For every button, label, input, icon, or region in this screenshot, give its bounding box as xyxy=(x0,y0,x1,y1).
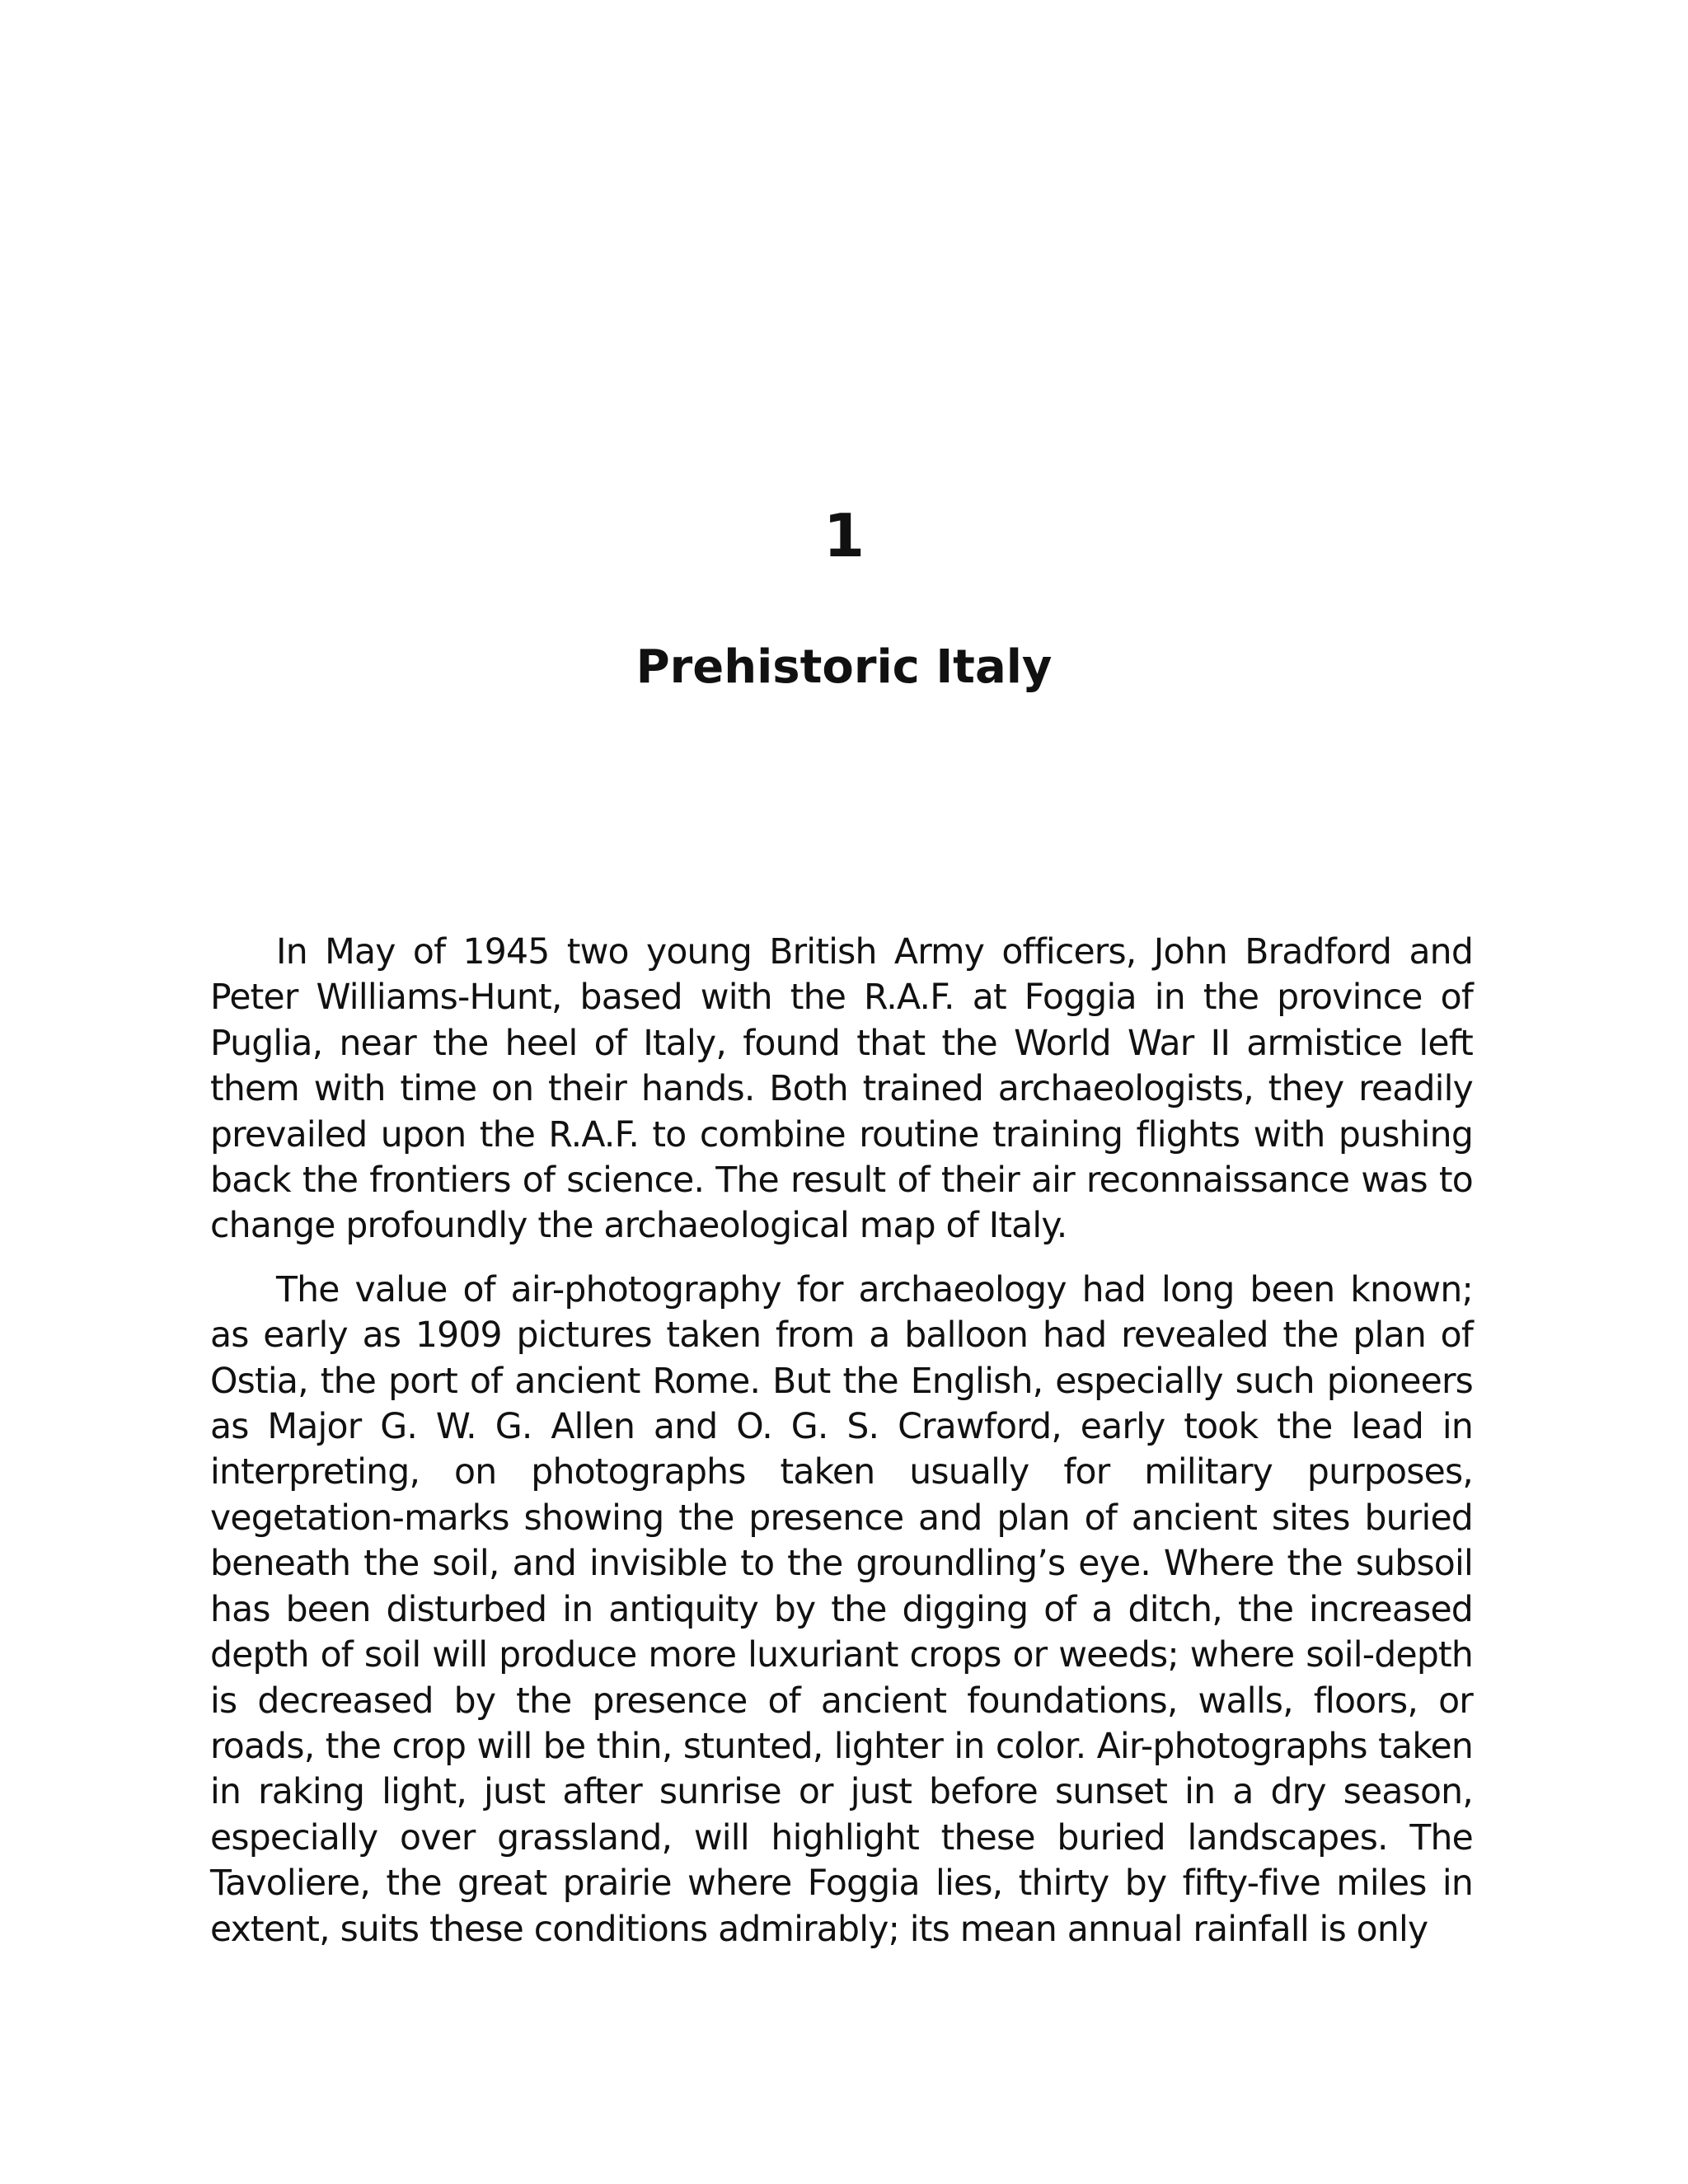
chapter-body xyxy=(210,930,1473,1971)
body-paragraph-2: The value of air-photography for archaeology had long been known; as early as 1909 pictures taken from a balloon had revealed the plan of Ostia, the port of ancient Rome. But the English, especially such pioneers as Major G. W. G. Allen and O. G. S. Crawford, early took the lead in interpreting, on photographs taken usually for military purposes, vegetation-marks showing the presence and plan of ancient sites buried beneath the soil, and invisible to the groundling’s eye. Where the subsoil has been disturbed in antiquity by the digging of a ditch, the increased depth of soil will produce more luxuriant crops or weeds; where soil-depth is decreased by the presence of ancient foundations, walls, floors, or roads, the crop will be thin, stunted, lighter in color. Air-photographs taken in raking light, just after sunrise or just before sunset in a dry season, especially over grassland, will highlight these buried landscapes. The Tavoliere, the great prairie where Foggia lies, thirty by fifty-five miles in extent, suits these conditions admirably; its mean annual rainfall is only xyxy=(210,1269,1473,1950)
chapter-title: Prehistoric Italy xyxy=(635,640,1053,694)
body-paragraph-1: In May of 1945 two young British Army officers, John Bradford and Peter Williams-Hunt, based with the R.A.F. at Foggia in the province of Puglia, near the heel of Italy, found that the World War II armistice left them with time on their hands. Both trained archaeologists, they readily prevailed upon the R.A.F. to combine routine training flights with pushing back the frontiers of science. The result of their air reconnaissance was to change profoundly the archaeological map of Italy. xyxy=(210,932,1473,1247)
chapter-number: 1 xyxy=(823,501,865,570)
